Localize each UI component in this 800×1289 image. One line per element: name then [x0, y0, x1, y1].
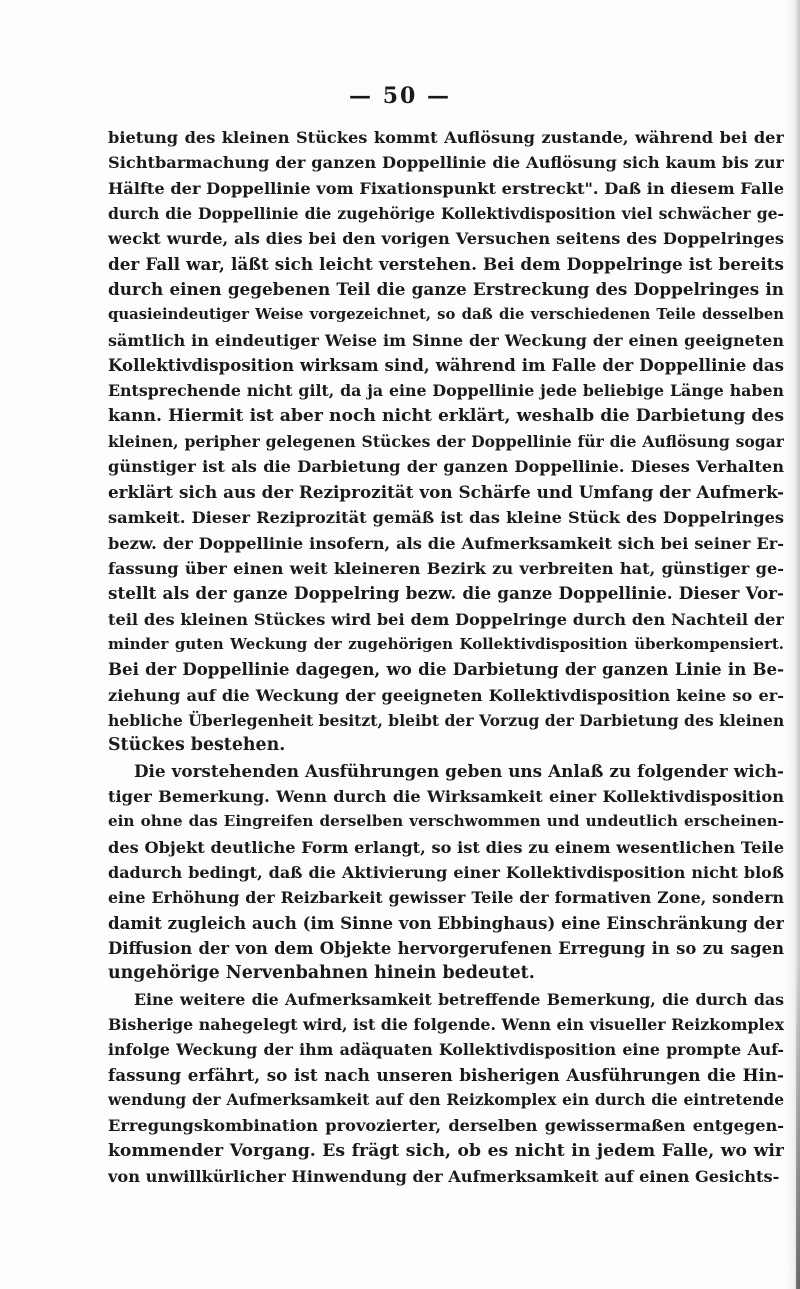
text-line: Hälfte der Doppellinie vom Fixationspunkt erstreckt". Daß in diesem Falle [108, 178, 784, 198]
page-number: — 50 — [349, 83, 451, 109]
text-line: samkeit. Dieser Reziprozität gemäß ist das kleine Stück des Doppelringes [108, 508, 784, 528]
text-line: von unwillkürlicher Hinwendung der Aufmerksamkeit auf einen Gesichts- [108, 1167, 780, 1187]
text-line: günstiger ist als die Darbietung der ganzen Doppellinie. Dieses Verhalten [108, 457, 784, 477]
text-line: sämtlich in eindeutiger Weise im Sinne der Weckung der einen geeigneten [108, 330, 784, 350]
text-line: kleinen, peripher gelegenen Stückes der Doppellinie für die Auflösung sogar [108, 432, 784, 452]
text-line: teil des kleinen Stückes wird bei dem Doppelringe durch den Nachteil der [108, 609, 784, 629]
text-line: dadurch bedingt, daß die Aktivierung einer Kollektivdisposition nicht bloß [108, 862, 784, 882]
text-line: erklärt sich aus der Reziprozität von Schärfe und Umfang der Aufmerk- [108, 481, 784, 502]
text-line: quasieindeutiger Weise vorgezeichnet, so daß die verschiedenen Teile desselben [108, 306, 784, 324]
text-line: bezw. der Doppellinie insofern, als die Aufmerksamkeit sich bei seiner Er- [108, 533, 784, 553]
text-line: der Fall war, läßt sich leicht verstehen. Bei dem Doppelringe ist bereits [108, 253, 784, 274]
text-line: Bisherige nahegelegt wird, ist die folgende. Wenn ein visueller Reizkomplex [108, 1015, 784, 1035]
text-line: kann. Hiermit ist aber noch nicht erklärt, weshalb die Darbietung des [108, 405, 784, 426]
text-line: ungehörige Nervenbahnen hinein bedeutet. [108, 963, 535, 984]
text-line: Bei der Doppellinie dagegen, wo die Darbietung der ganzen Linie in Be- [108, 659, 784, 680]
text-line: durch die Doppellinie die zugehörige Kollektivdisposition viel schwächer ge- [108, 204, 784, 224]
text-line: Kollektivdisposition wirksam sind, während im Falle der Doppellinie das [108, 355, 784, 376]
text-line: Stückes bestehen. [108, 735, 286, 756]
text-line: wendung der Aufmerksamkeit auf den Reizkomplex ein durch die eintretende [108, 1091, 784, 1110]
text-line: durch einen gegebenen Teil die ganze Erstreckung des Doppelringes in [108, 279, 784, 300]
text-line: Diffusion der von dem Objekte hervorgerufenen Erregung in so zu sagen [108, 939, 784, 958]
text-line: fassung erfährt, so ist nach unseren bisherigen Ausführungen die Hin- [108, 1064, 784, 1085]
body-text [108, 125, 784, 1189]
text-line: tiger Bemerkung. Wenn durch die Wirksamkeit einer Kollektivdisposition [108, 786, 784, 806]
text-line: fassung über einen weit kleineren Bezirk zu verbreiten hat, günstiger ge- [108, 558, 784, 578]
text-line: Sichtbarmachung der ganzen Doppellinie die Auflösung sich kaum bis zur [108, 153, 784, 173]
text-line: infolge Weckung der ihm adäquaten Kollektivdisposition eine prompte Auf- [108, 1040, 784, 1060]
text-line: minder guten Weckung der zugehörigen Kollektivdisposition überkompensiert. [108, 634, 784, 653]
text-line: kommender Vorgang. Es frägt sich, ob es nicht in jedem Falle, wo wir [108, 1140, 784, 1161]
text-line: des Objekt deutliche Form erlangt, so ist dies zu einem wesentlichen Teile [108, 837, 784, 857]
page-edge-shadow-dark [796, 960, 800, 1289]
text-line: Entsprechende nicht gilt, da ja eine Doppellinie jede beliebige Länge haben [108, 381, 784, 401]
text-line: Die vorstehenden Ausführungen geben uns Anlaß zu folgender wich- [134, 760, 784, 781]
text-line: damit zugleich auch (im Sinne von Ebbinghaus) eine Einschränkung der [108, 912, 784, 933]
text-line: bietung des kleinen Stückes kommt Auflösung zustande, während bei der [108, 128, 784, 147]
text-line: ein ohne das Eingreifen derselben verschwommen und undeutlich erscheinen- [108, 812, 784, 831]
text-line: Eine weitere die Aufmerksamkeit betreffende Bemerkung, die durch das [134, 989, 784, 1009]
text-line: hebliche Überlegenheit besitzt, bleibt der Vorzug der Darbietung des kleinen [108, 710, 784, 730]
text-line: weckt wurde, als dies bei den vorigen Versuchen seitens des Doppelringes [108, 229, 784, 249]
text-line: Erregungskombination provozierter, derselben gewissermaßen entgegen- [108, 1116, 784, 1136]
text-line: ziehung auf die Weckung der geeigneten Kollektivdisposition keine so er- [108, 685, 784, 705]
text-line: eine Erhöhung der Reizbarkeit gewisser Teile der formativen Zone, sondern [108, 888, 784, 908]
text-line: stellt als der ganze Doppelring bezw. die ganze Doppellinie. Dieser Vor- [108, 583, 784, 604]
